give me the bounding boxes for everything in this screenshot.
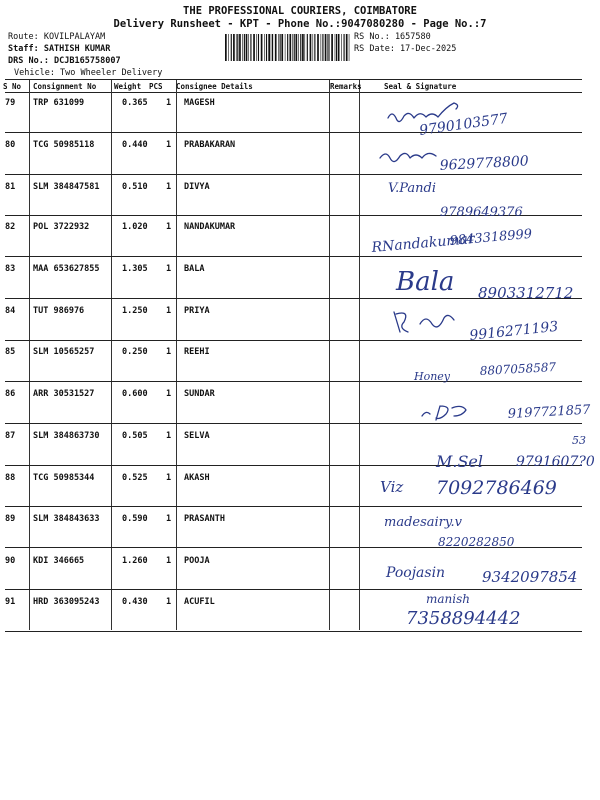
row-pcs: 1: [166, 140, 172, 150]
column-header-consignee: Consignee Details: [176, 82, 253, 91]
row-consignment: TCG 50985118: [33, 140, 95, 150]
company-name: THE PROFESSIONAL COURIERS, COIMBATORE: [183, 5, 417, 17]
row-pcs: 1: [166, 306, 172, 316]
row-divider: [5, 132, 582, 133]
row-sno: 88: [5, 473, 16, 483]
row-pcs: 1: [166, 556, 172, 566]
row-consignment: POL 3722932: [33, 222, 90, 232]
row-pcs: 1: [166, 473, 172, 483]
row-weight: 1.020: [122, 222, 148, 232]
row-pcs: 1: [166, 597, 172, 607]
route-label: Route: KOVILPALAYAM: [8, 32, 106, 42]
row-sno: 84: [5, 306, 16, 316]
handwritten-phone: 8807058587: [479, 360, 557, 378]
row-sno: 91: [5, 597, 16, 607]
row-divider: [5, 631, 582, 632]
row-pcs: 1: [166, 514, 172, 524]
handwritten-name: madesairy.v: [384, 515, 462, 530]
row-sno: 87: [5, 431, 16, 441]
rs-date: RS Date: 17-Dec-2025: [354, 44, 457, 54]
handwritten-name: RNandakumar: [370, 231, 476, 256]
handwritten-phone: 8220282850: [438, 535, 515, 549]
handwritten-phone: 8903312712: [478, 284, 574, 302]
row-consignee: SELVA: [184, 431, 210, 441]
row-sno: 80: [5, 140, 16, 150]
row-consignee: BALA: [184, 264, 205, 274]
row-weight: 1.250: [122, 306, 148, 316]
row-consignee: SUNDAR: [184, 389, 215, 399]
signature-scribble: [388, 103, 458, 122]
column-header-remarks: Remarks: [330, 82, 362, 91]
row-consignee: AKASH: [184, 473, 210, 483]
row-divider: [5, 547, 582, 548]
row-divider: [5, 381, 582, 382]
row-consignment: HRD 363095243: [33, 597, 100, 607]
staff-label: Staff: SATHISH KUMAR: [8, 44, 111, 54]
handwritten-name: manish: [426, 592, 470, 606]
barcode-image: [225, 34, 350, 61]
row-sno: 86: [5, 389, 16, 399]
signature-scribble: [380, 153, 436, 161]
row-sno: 81: [5, 182, 16, 192]
row-pcs: 1: [166, 347, 172, 357]
row-pcs: 1: [166, 264, 172, 274]
row-pcs: 1: [166, 431, 172, 441]
header-bottom-rule: [5, 92, 582, 93]
row-divider: [5, 174, 582, 175]
drs-label: DRS No.: DCJB165758007: [8, 56, 121, 66]
handwritten-phone: 9791607?0: [516, 454, 595, 470]
handwritten-name: M.Sel: [436, 452, 484, 471]
row-consignment: TUT 986976: [33, 306, 85, 316]
row-weight: 1.260: [122, 556, 148, 566]
header-top-rule: [5, 79, 582, 80]
row-weight: 0.590: [122, 514, 148, 524]
handwritten-phone: 9342097854: [482, 568, 578, 586]
signature-scribble: [422, 406, 466, 420]
row-pcs: 1: [166, 389, 172, 399]
runsheet-subtitle: Delivery Runsheet - KPT - Phone No.:9047080280 - Page No.:7: [113, 18, 487, 30]
row-weight: 0.440: [122, 140, 148, 150]
row-sno: 90: [5, 556, 16, 566]
row-pcs: 1: [166, 182, 172, 192]
row-consignment: TCG 50985344: [33, 473, 95, 483]
handwritten-name: Honey: [414, 370, 451, 383]
handwritten-name: Bala: [396, 267, 455, 297]
row-sno: 79: [5, 98, 16, 108]
row-weight: 0.600: [122, 389, 148, 399]
handwritten-phone: 9629778800: [439, 153, 530, 174]
handwritten-phone: 9790103577: [418, 110, 509, 139]
row-consignment: SLM 10565257: [33, 347, 95, 357]
row-consignee: ACUFIL: [184, 597, 215, 607]
row-consignment: KDI 346665: [33, 556, 85, 566]
row-weight: 0.430: [122, 597, 148, 607]
row-consignee: PRASANTH: [184, 514, 225, 524]
row-weight: 0.250: [122, 347, 148, 357]
column-header-seal-signature: Seal & Signature: [384, 82, 457, 91]
row-divider: [5, 465, 582, 466]
row-consignee: NANDAKUMAR: [184, 222, 236, 232]
row-consignee: PRABAKARAN: [184, 140, 236, 150]
handwritten-name: V.Pandi: [388, 181, 437, 196]
row-consignment: ARR 30531527: [33, 389, 95, 399]
row-divider: [5, 340, 582, 341]
row-consignment: TRP 631099: [33, 98, 85, 108]
row-divider: [5, 256, 582, 257]
row-consignment: SLM 384847581: [33, 182, 100, 192]
row-sno: 85: [5, 347, 16, 357]
row-divider: [5, 589, 582, 590]
row-divider: [5, 506, 582, 507]
handwritten-phone: 7358894442: [406, 608, 521, 629]
handwritten-phone: 9789649376: [440, 205, 523, 220]
row-consignment: SLM 384863730: [33, 431, 100, 441]
handwritten-phone: 9843318999: [449, 226, 533, 249]
handwritten-name: Viz: [380, 478, 404, 496]
row-weight: 0.505: [122, 431, 148, 441]
row-divider: [5, 423, 582, 424]
row-consignment: MAA 653627855: [33, 264, 100, 274]
row-pcs: 1: [166, 222, 172, 232]
row-weight: 0.510: [122, 182, 148, 192]
row-consignee: DIVYA: [184, 182, 210, 192]
handwritten-name: Poojasin: [386, 565, 446, 581]
column-header-pcs: PCS: [149, 82, 163, 91]
rs-number: RS No.: 1657580: [354, 32, 431, 42]
row-consignment: SLM 384843633: [33, 514, 100, 524]
row-sno: 82: [5, 222, 16, 232]
column-header-consignment: Consignment No: [33, 82, 97, 91]
handwritten-mark: 53: [572, 434, 586, 447]
row-sno: 89: [5, 514, 16, 524]
handwritten-phone: 9916271193: [468, 318, 560, 344]
row-divider: [5, 298, 582, 299]
row-sno: 83: [5, 264, 16, 274]
row-pcs: 1: [166, 98, 172, 108]
signature-scribble: [394, 312, 454, 332]
row-consignee: MAGESH: [184, 98, 215, 108]
row-weight: 1.305: [122, 264, 148, 274]
handwritten-phone: 7092786469: [436, 477, 557, 499]
column-header-sno: S No: [3, 82, 22, 91]
row-divider: [5, 215, 582, 216]
row-consignee: REEHI: [184, 347, 210, 357]
row-weight: 0.525: [122, 473, 148, 483]
column-header-weight: Weight: [114, 82, 142, 91]
row-weight: 0.365: [122, 98, 148, 108]
vehicle-label: Vehicle: Two Wheeler Delivery: [14, 68, 163, 78]
row-consignee: PRIYA: [184, 306, 210, 316]
row-consignee: POOJA: [184, 556, 210, 566]
handwritten-phone: 9197721857: [507, 402, 591, 422]
